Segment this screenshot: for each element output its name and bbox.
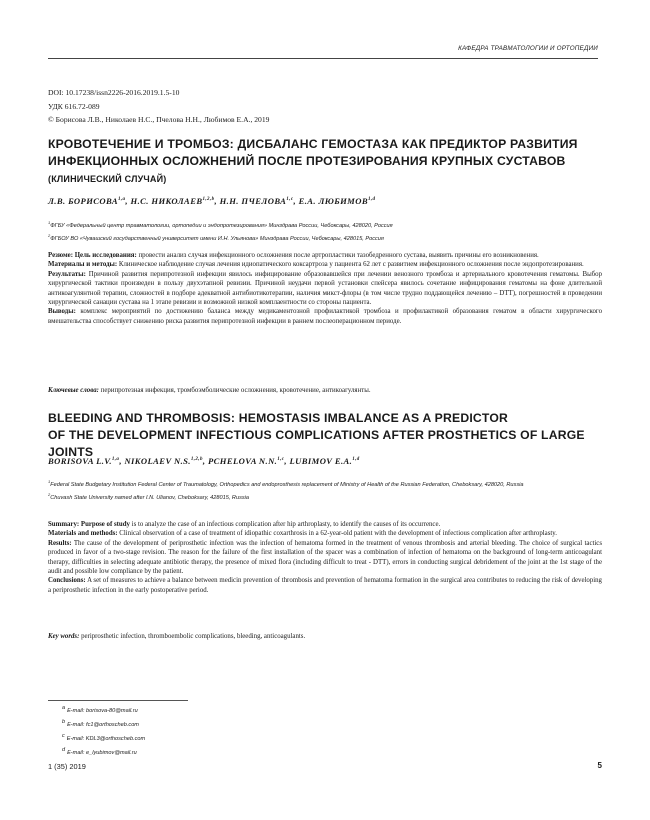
author-sup: 1,2,b — [202, 197, 215, 203]
keywords-label: Key words: — [48, 633, 80, 640]
affiliation-1 — [48, 477, 608, 490]
section-label: Results: — [48, 539, 72, 547]
author-sup: 1,a — [111, 457, 120, 463]
section-label: Materials and methods: — [48, 530, 118, 538]
abstract-en — [48, 520, 602, 595]
author-name: PCHELOVA N.N. — [207, 456, 278, 466]
udk: УДК 616.72-089 — [48, 101, 100, 111]
author-name: BORISOVA L.V. — [48, 456, 112, 466]
footnote-item — [62, 731, 145, 745]
section-label: Conclusions: — [48, 577, 86, 585]
affiliation-1 — [48, 218, 608, 231]
issue-number: 1 (35) 2019 — [48, 762, 86, 771]
author-sup: 1,c — [277, 457, 285, 463]
section-text: провести анализ случая инфекционного осложнения после артропластики тазобедренного сустава, выявить причины его возникновения. — [138, 252, 539, 259]
section-label: Выводы: — [48, 308, 76, 316]
article-meta — [48, 86, 269, 127]
author-name: Н.С. НИКОЛАЕВ — [130, 196, 203, 206]
doi: DOI: 10.17238/issn2226-2016.2019.1.5-10 — [48, 88, 180, 97]
abstract-conclusions — [48, 307, 602, 326]
copyright: © Борисова Л.В., Николаев Н.С., Пчелова Н.Н., Любимов Е.А., 2019 — [48, 115, 270, 124]
authors-ru: Л.В. БОРИСОВА$^{1,a}$, Н.С. НИКОЛАЕВ$^{1,2,b}$, Н.Н. ПЧЕЛОВА$^{1,c}$, Е.А. ЛЮБИМОВ$^{1,d}$ — [48, 196, 376, 206]
affiliation-2 — [48, 490, 608, 503]
footnote-item — [62, 717, 145, 731]
footnote-email: E-mail: KDL3@orthoscheb.com — [66, 735, 146, 742]
footnote-sup: a — [62, 705, 66, 711]
abstract-aim — [48, 520, 602, 529]
aff-text: ФГБОУ ВО «Чувашский государственный университет имени И.Н. Ульянова» Минздрава России, Чебоксары, 428015, Россия — [50, 235, 384, 242]
keywords-label: Ключевые слова: — [48, 387, 99, 394]
section-text: is to analyze the case of an infectious complication after hip arthroplasty, to identify the causes of its occurrence. — [131, 521, 441, 528]
footnote-divider — [48, 700, 188, 701]
abstract-aim — [48, 251, 602, 260]
footnote-sup: c — [62, 733, 65, 740]
footnote-sup: b — [62, 719, 66, 726]
section-text: комплекс мероприятий по достижению баланса между медикаментозной профилактикой тромбоза и профилактикой образования гематом в области хирургического вмешательства способствует снижению риска развития перипротезной инфекции в раннем послеоперационном периоде. — [48, 308, 602, 325]
aff-sup: 1 — [48, 220, 51, 225]
abstract-ru — [48, 251, 602, 326]
aff-text: ФГБУ «Федеральный центр травматологии, ортопедии и эндопротезирования» Минздрава России, Чебоксары, 428020, Россия — [50, 222, 393, 229]
author-name: Е.А. ЛЮБИМОВ — [298, 196, 368, 206]
abstract-results — [48, 539, 602, 577]
keywords-en — [48, 632, 602, 641]
abstract-methods — [48, 260, 602, 269]
affiliation-2 — [48, 231, 608, 244]
title-en — [48, 410, 608, 461]
abstract-methods — [48, 529, 602, 538]
title-ru-line2: ИНФЕКЦИОННЫХ ОСЛОЖНЕНИЙ ПОСЛЕ ПРОТЕЗИРОВАНИЯ КРУПНЫХ СУСТАВОВ — [48, 154, 566, 168]
author-name: LUBIMOV E.A. — [289, 456, 353, 466]
title-en-line2: OF THE DEVELOPMENT INFECTIOUS COMPLICATIONS AFTER PROSTHETICS OF LARGE JOINTS — [48, 428, 585, 459]
aff-text: Chuvash State University named after I.N. Ulianov, Cheboksary, 428015, Russia — [50, 494, 250, 501]
section-text: Clinical observation of a case of treatment of idiopathic coxarthrosis in a 62-year-old patient with the development of infectious complication after arthroplasty. — [119, 530, 557, 538]
author-sup: 1,2,b — [190, 457, 203, 463]
author-sup: 1,a — [117, 197, 126, 203]
section-label: Summary: Purpose of study — [48, 521, 130, 528]
aff-sup: 2 — [48, 232, 51, 238]
footnote-email: E-mail: borisova-80@mail.ru — [67, 707, 138, 714]
title-ru-line1: КРОВОТЕЧЕНИЕ И ТРОМБОЗ: ДИСБАЛАНС ГЕМОСТАЗА КАК ПРЕДИКТОР РАЗВИТИЯ — [48, 137, 578, 151]
section-text: Причиной развития перипротезной инфекции явилось инфицирование образовавшейся при лечении венозного тромбоза и артериального кровотечения гематомы. Выбор хирургической тактики произведен в пользу двухэтапной ревизии. Причиной неудачи первой установки спейсера явилось сочетание инфицирования гематомы на фоне длительной антикоагулянтной терапии, сложностей в подборе адекватной антибиотикотерапии, наличия микст-флоры (в том числе трудно поддающейся лечению – DTT), погрешностей в проведении хирургической санации сустава на 1 этапе ревизии и возможной низкой комплаентности со стороны пациента. — [48, 270, 602, 307]
section-text: A set of measures to achieve a balance between medicin prevention of thrombosis and prevention of hematoma formation in the surgical area contributes to reducing the risk of developing a periprosthetic infection in the early postoperative period. — [48, 577, 602, 594]
section-text: Клиническое наблюдение случая лечения идиопатического коксартроза у пациента 62 лет с развитием инфекционного осложнения после эндопротезирования. — [118, 261, 584, 269]
footnotes — [62, 703, 145, 759]
section-label: Материалы и методы: — [48, 261, 118, 269]
footnote-sup: d — [62, 747, 66, 754]
author-sup: 1,d — [367, 197, 376, 203]
running-title: КАФЕДРА ТРАВМАТОЛОГИИ И ОРТОПЕДИИ — [458, 45, 598, 52]
aff-sup: 1 — [48, 479, 51, 484]
author-name: Н.Н. ПЧЕЛОВА — [219, 196, 287, 206]
abstract-results — [48, 270, 602, 308]
section-label: Резюме: Цель исследования: — [48, 252, 137, 259]
section-label: Результаты: — [48, 270, 86, 278]
footnote-item — [62, 745, 145, 759]
author-name: Л.В. БОРИСОВА — [48, 196, 118, 206]
author-sup: 1,d — [352, 457, 360, 463]
abstract-conclusions — [48, 576, 602, 595]
keywords-text: перипротезная инфекция, тромбоэмболические осложнения, кровотечение, антикоагулянты. — [100, 387, 371, 394]
footnote-email: E-mail: fc1@orthoscheb.com — [67, 721, 139, 728]
running-header — [48, 42, 598, 59]
author-name: NIKOLAEV N.S. — [124, 456, 191, 466]
affiliations-en — [48, 477, 608, 503]
page-number: 5 — [597, 761, 602, 770]
footnote-email: E-mail: e_lyubimov@mail.ru — [67, 750, 137, 757]
keywords-ru — [48, 386, 602, 395]
footnote-item — [62, 703, 145, 717]
keywords-text: periprosthetic infection, thromboembolic complications, bleeding, anticoagulants. — [81, 633, 306, 640]
section-text: The cause of the development of periprosthetic infection was the infection of hematoma formed in the treatment of venous thrombosis and arterial bleeding. The choice of surgical tactics produced in favor of a two-stage revision. The reason for the failure of the first installation of the spacer was a combination of infection of hematoma on the background of long-term anticoagulant therapy, difficulties in selecting adequate antibiotic therapy, the presence of mixed flora (including difficult to treat - DTT), errors in conducting surgical debridement of the joint at the 1st stage of the audit and possible low compliance by the patient. — [48, 539, 602, 576]
authors-en: BORISOVA L.V.$^{1,a}$, NIKOLAEV N.S.$^{1,2,b}$, PCHELOVA N.N.$^{1,c}$, LUBIMOV E.A.$^{1,d}$ — [48, 456, 360, 466]
aff-text: Federal State Budgetary Institution Federal Center of Traumatology, Orthopedics and endoprosthesis replacement of Ministry of Health of the Russian Federation, Cheboksary, 428020, Russia — [50, 481, 524, 488]
title-ru — [48, 136, 608, 188]
affiliations-ru — [48, 218, 608, 244]
author-sup: 1,c — [286, 197, 294, 203]
aff-sup: 2 — [48, 491, 51, 497]
title-en-line1: BLEEDING AND THROMBOSIS: HEMOSTASIS IMBALANCE AS A PREDICTOR — [48, 411, 509, 425]
title-ru-subtitle: (КЛИНИЧЕСКИЙ СЛУЧАЙ) — [48, 174, 167, 184]
